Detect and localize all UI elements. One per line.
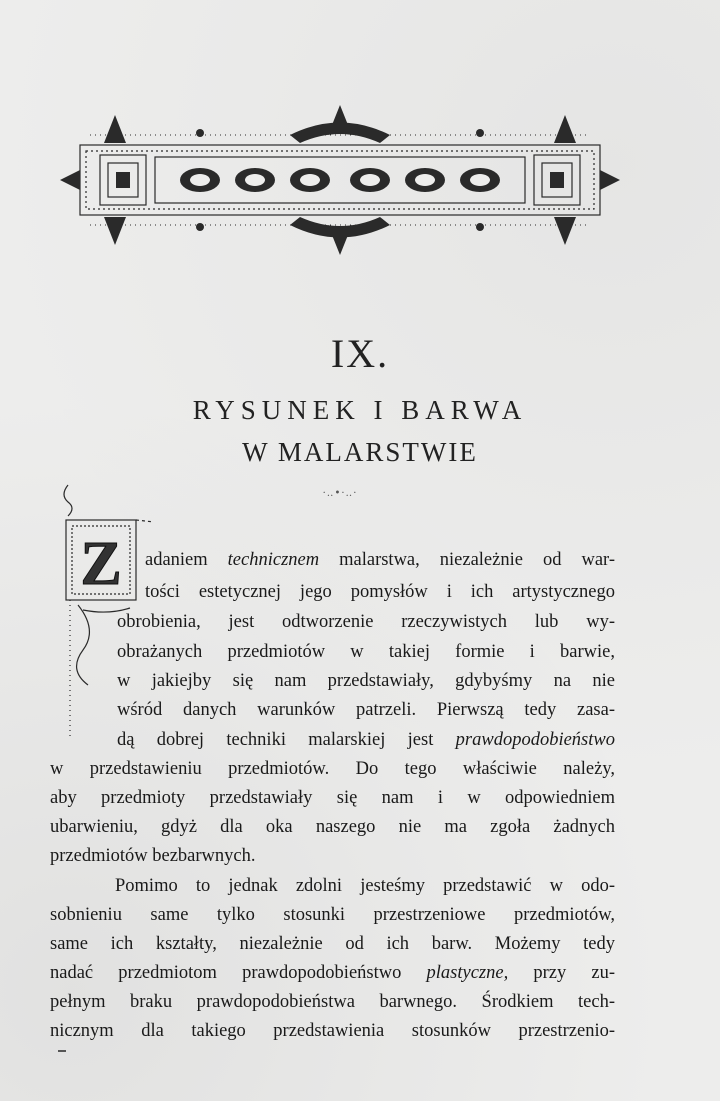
text-line <box>117 642 615 663</box>
text-run: nadać przedmiotom prawdopodobieństwo <box>50 963 427 983</box>
text-run: obrobienia, jest odtworzenie rzeczywistych lub wy- <box>117 612 615 632</box>
page-mark <box>58 1050 66 1052</box>
text-line <box>50 846 256 867</box>
drop-cap-letter: Z <box>80 530 122 598</box>
text-run: pełnym braku prawdopodobieństwa barwnego. Środkiem tech- <box>50 992 615 1012</box>
text-line <box>50 817 615 838</box>
text-run: sobnieniu same tylko stosunki przestrzeniowe przedmiotów, <box>50 905 615 925</box>
text-line <box>50 1021 615 1042</box>
text-run: ubarwieniu, gdyż dla oka naszego nie ma zgoła żadnych <box>50 817 615 837</box>
text-run: aby przedmioty przedstawiały się nam i w odpowiedniem <box>50 788 615 808</box>
text-line <box>117 700 615 721</box>
text-run: adaniem <box>145 550 228 570</box>
text-line <box>117 671 615 692</box>
chapter-title-line2: W MALARSTWIE <box>242 437 478 467</box>
text-line <box>50 788 615 809</box>
text-run: wśród danych warunków patrzeli. Pierwszą tedy zasa- <box>117 700 615 720</box>
text-line <box>145 550 615 571</box>
text-run: obrażanych przedmiotów w takiej formie i barwie, <box>117 642 615 662</box>
text-run: nicznym dla takiego przedstawienia stosunków przestrzenio- <box>50 1021 615 1041</box>
text-line <box>50 759 615 780</box>
text-line <box>117 730 615 751</box>
text-line <box>50 905 615 926</box>
text-run: same ich kształty, niezależnie od ich barw. Możemy tedy <box>50 934 615 954</box>
text-run: w jakiejby się nam przedstawiały, gdybyśmy na nie <box>117 671 615 691</box>
text-run: Pomimo to jednak zdolni jesteśmy przedstawić w odo- <box>115 876 615 896</box>
separator-dots: ·‥•·‥· <box>322 488 358 499</box>
text-run: w przedstawieniu przedmiotów. Do tego właściwie należy, <box>50 759 615 779</box>
text-line <box>50 963 615 984</box>
chapter-title-line1: RYSUNEK I BARWA <box>192 395 528 425</box>
text-line <box>117 612 615 633</box>
chapter-number: IX. <box>330 331 390 376</box>
emphasized-text: plastyczne, <box>426 963 509 983</box>
text-run: tości estetycznej jego pomysłów i ich artystycznego <box>145 582 615 602</box>
emphasized-text: technicznem <box>227 550 320 570</box>
emphasized-text: prawdopodobieństwo <box>455 730 615 750</box>
header-ornament <box>60 95 620 265</box>
text-run: przy zu- <box>508 963 615 983</box>
text-line <box>50 992 615 1013</box>
text-line <box>50 934 615 955</box>
text-run: przedmiotów bezbarwnych. <box>50 846 256 866</box>
text-line <box>145 582 615 603</box>
text-line <box>115 876 615 897</box>
text-run: dą dobrej techniki malarskiej jest <box>117 730 456 750</box>
text-run: malarstwa, niezależnie od war- <box>319 550 615 570</box>
